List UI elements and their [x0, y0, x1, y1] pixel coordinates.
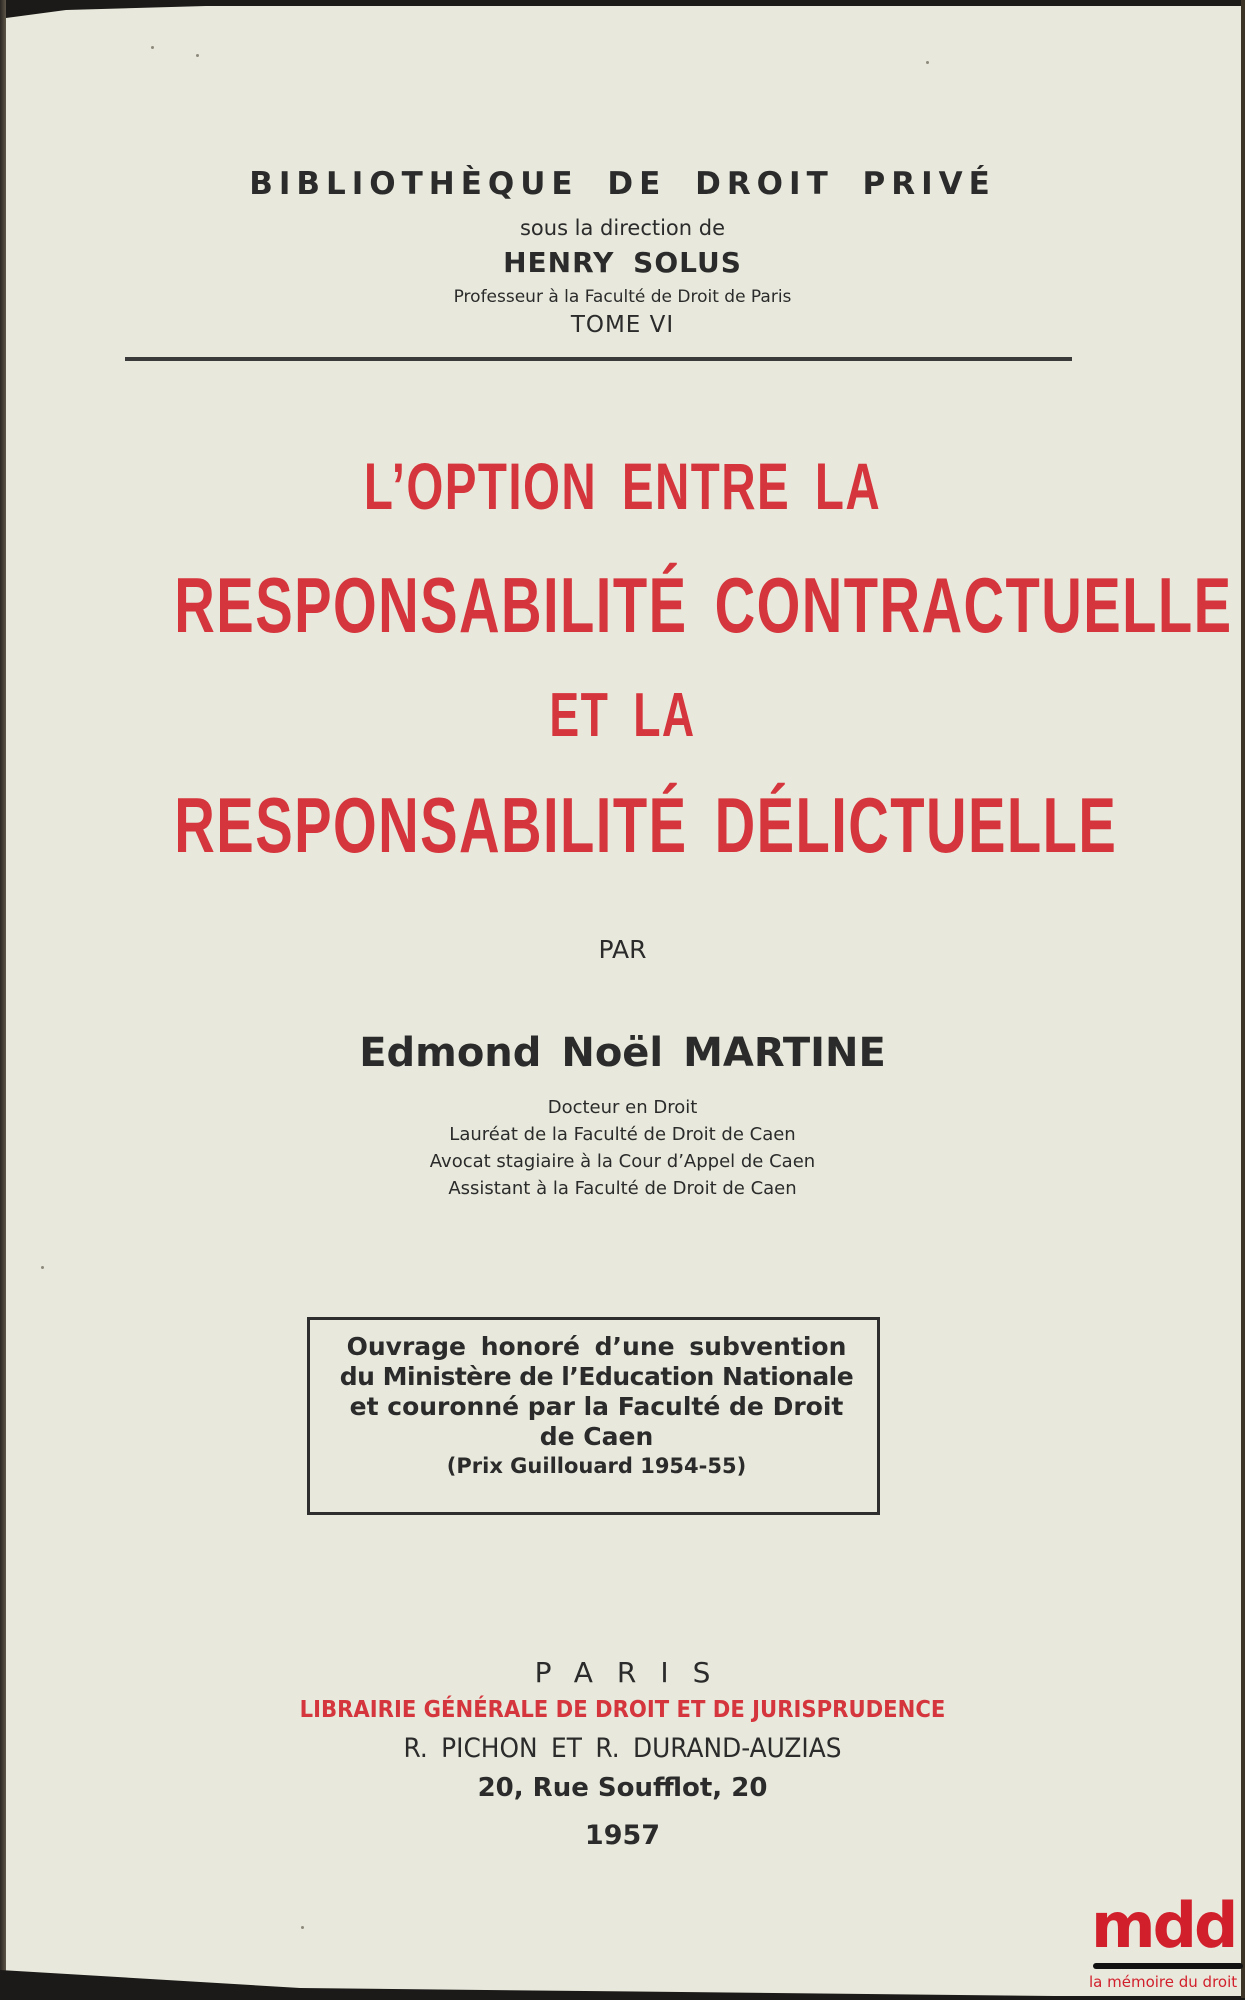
author-credential: Avocat stagiaire à la Cour d’Appel de Caen: [429, 1151, 816, 1172]
author-credential: Docteur en Droit: [547, 1097, 698, 1118]
publisher-name: LIBRAIRIE GÉNÉRALE DE DROIT ET DE JURISPRUDENCE: [299, 1697, 946, 1723]
book-title-line-3: ET LA: [549, 681, 696, 750]
award-prize: (Prix Guillouard 1954-55): [446, 1454, 747, 1478]
award-line: du Ministère de l’Education Nationale: [339, 1362, 854, 1391]
publication-year: 1957: [584, 1820, 661, 1851]
paper-speck: [301, 1926, 304, 1929]
author-credential: Assistant à la Faculté de Droit de Caen: [448, 1178, 797, 1199]
printers-name: R. PICHON ET R. DURAND-AUZIAS: [403, 1733, 842, 1764]
award-box: [307, 1317, 880, 1515]
paper-speck: [196, 54, 199, 57]
series-title: BIBLIOTHÈQUE DE DROIT PRIVÉ: [249, 166, 996, 202]
director-title: Professeur à la Faculté de Droit de Paris: [453, 287, 792, 307]
publisher-address: 20, Rue Soufflot, 20: [477, 1773, 768, 1803]
author-credential: Lauréat de la Faculté de Droit de Caen: [449, 1124, 796, 1145]
award-line: Ouvrage honoré d’une subvention: [346, 1332, 847, 1361]
paper-speck: [41, 1266, 44, 1269]
award-line: et couronné par la Faculté de Droit: [349, 1392, 844, 1421]
mdd-logo-icon: mdd: [1091, 1889, 1236, 1962]
paper-speck: [151, 46, 154, 49]
logo-underline: [1093, 1963, 1243, 1969]
header-rule: [125, 357, 1072, 361]
book-title-line-2: RESPONSABILITÉ CONTRACTUELLE: [174, 561, 1233, 649]
author-name: Edmond Noël MARTINE: [359, 1030, 886, 1076]
paper-speck: [926, 61, 929, 64]
imprint-city: PARIS: [534, 1656, 735, 1689]
award-line: de Caen: [539, 1422, 654, 1451]
book-title-line-1: L’OPTION ENTRE LA: [363, 449, 882, 523]
direction-label: sous la direction de: [519, 216, 726, 240]
by-label: PAR: [598, 935, 647, 964]
logo-tagline: la mémoire du droit: [1089, 1973, 1238, 1991]
volume-number: TOME VI: [570, 312, 675, 338]
series-director: HENRY SOLUS: [503, 246, 742, 279]
book-title-line-4: RESPONSABILITÉ DÉLICTUELLE: [174, 781, 1118, 869]
mdd-logo: [1085, 1889, 1245, 2000]
